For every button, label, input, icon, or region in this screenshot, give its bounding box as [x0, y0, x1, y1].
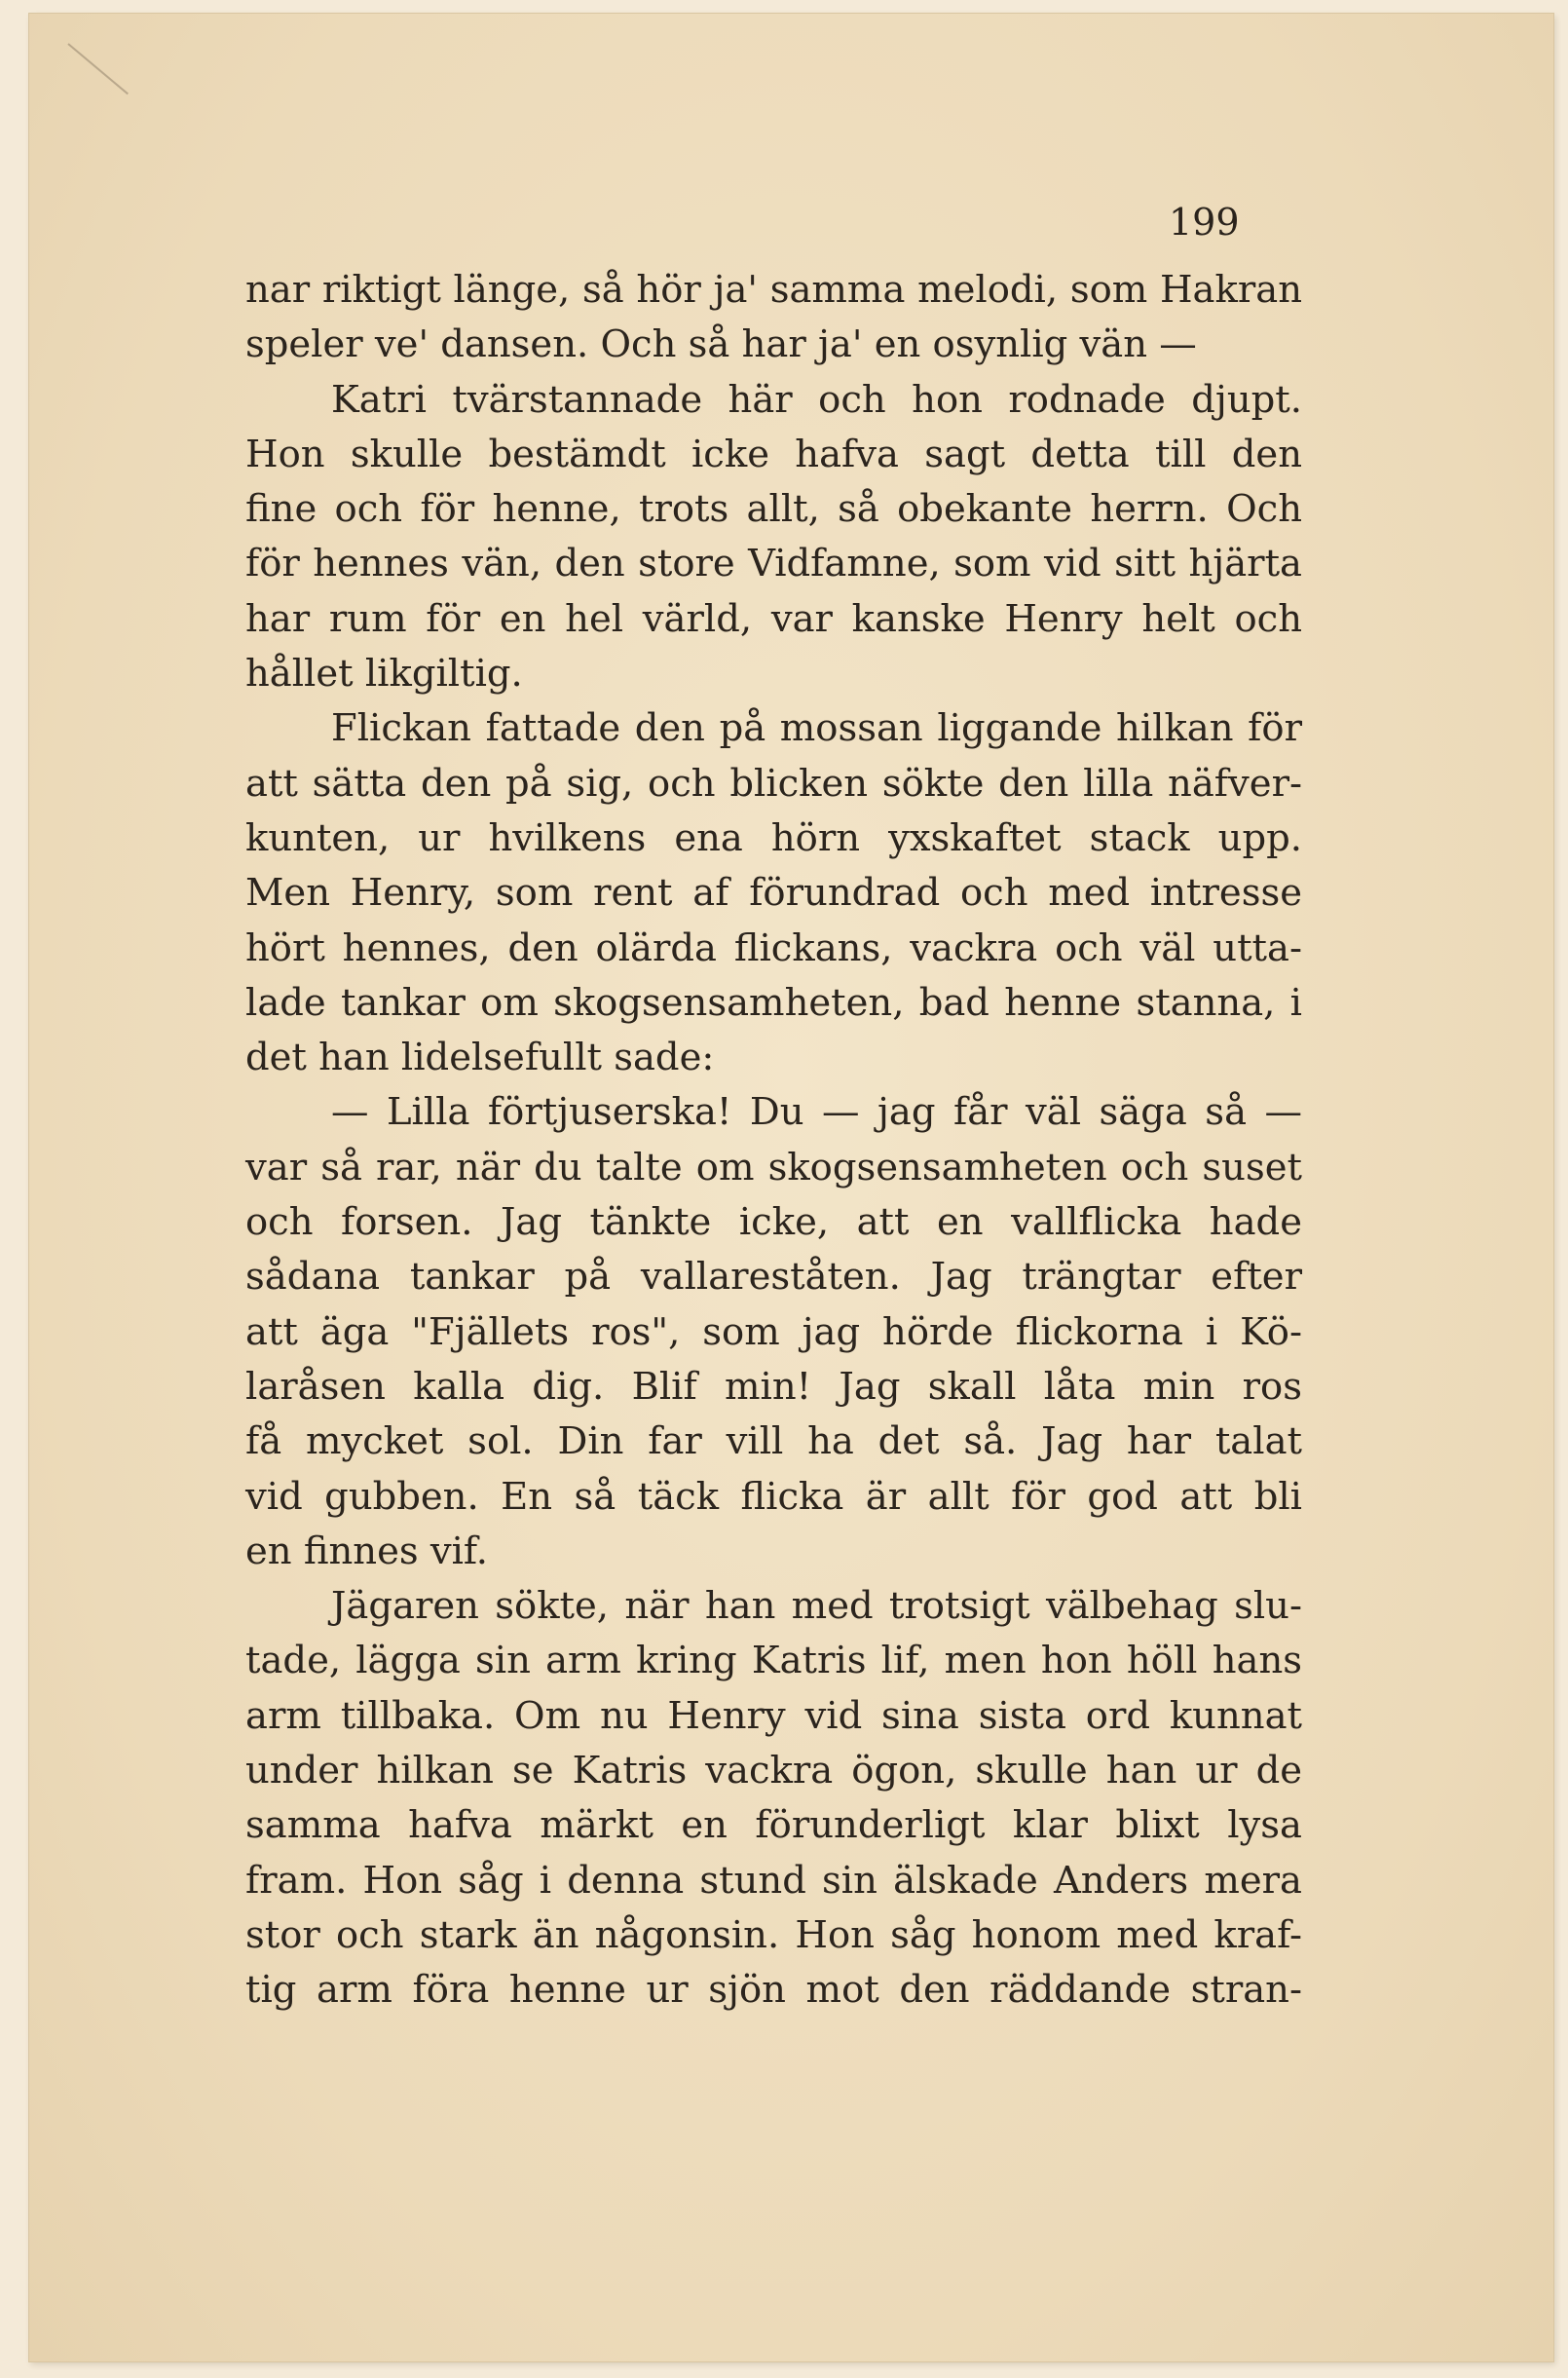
- text-line: arm tillbaka. Om nu Henry vid sina sista ord kunnat: [245, 1693, 1302, 1738]
- text-line: speler ve' dansen. Och så har ja' en osynlig vän —: [245, 322, 1197, 367]
- text-line: vid gubben. En så täck flicka är allt för god att bli: [245, 1474, 1302, 1519]
- text-line: att äga "Fjällets ros", som jag hörde flickorna i Kö-: [245, 1309, 1302, 1354]
- body-text: [245, 263, 1302, 2019]
- text-line: att sätta den på sig, och blicken sökte den lilla näfver-: [245, 761, 1302, 806]
- text-line: hört hennes, den olärda flickans, vackra och väl utta-: [245, 925, 1302, 970]
- text-line: sådana tankar på vallareståten. Jag trängtar efter: [245, 1255, 1302, 1300]
- text-line: hållet likgiltig.: [245, 652, 523, 697]
- text-line: Hon skulle bestämdt icke hafva sagt detta till den: [245, 432, 1302, 476]
- paper-scratch-mark: [67, 43, 129, 94]
- text-line: få mycket sol. Din far vill ha det så. Jag har talat: [245, 1419, 1302, 1464]
- text-line: lade tankar om skogsensamheten, bad henne stanna, i: [245, 980, 1302, 1025]
- text-line: för hennes vän, den store Vidfamne, som vid sitt hjärta: [245, 542, 1302, 586]
- text-line: stor och stark än någonsin. Hon såg honom med kraf-: [245, 1912, 1302, 1957]
- text-line: fram. Hon såg i denna stund sin älskade Anders mera: [245, 1858, 1302, 1903]
- text-line: och forsen. Jag tänkte icke, att en vallflicka hade: [245, 1200, 1302, 1245]
- text-line: nar riktigt länge, så hör ja' samma melodi, som Hakran: [245, 268, 1302, 312]
- text-line: har rum för en hel värld, var kanske Henry helt och: [245, 596, 1302, 641]
- text-line: fine och för henne, trots allt, så obekante herrn. Och: [245, 487, 1302, 532]
- text-line: en finnes vif.: [245, 1529, 489, 1573]
- text-line: under hilkan se Katris vackra ögon, skulle han ur de: [245, 1749, 1302, 1793]
- text-line: tade, lägga sin arm kring Katris lif, men hon höll hans: [245, 1639, 1302, 1683]
- text-line: laråsen kalla dig. Blif min! Jag skall låta min ros: [245, 1364, 1302, 1409]
- text-line: Flickan fattade den på mossan liggande hilkan för: [331, 706, 1302, 751]
- text-line: det han lidelsefullt sade:: [245, 1036, 715, 1080]
- text-line: Katri tvärstannade här och hon rodnade djupt.: [331, 377, 1302, 422]
- text-line: — Lilla förtjuserska! Du — jag får väl säga så —: [331, 1090, 1302, 1135]
- book-page: [29, 14, 1553, 2361]
- text-line: var så rar, när du talte om skogsensamheten och suset: [245, 1145, 1302, 1189]
- text-line: tig arm föra henne ur sjön mot den räddande stran-: [245, 1968, 1302, 2013]
- text-line: Men Henry, som rent af förundrad och med intresse: [245, 871, 1302, 916]
- text-line: kunten, ur hvilkens ena hörn yxskaftet stack upp.: [245, 815, 1302, 860]
- text-line: Jägaren sökte, när han med trotsigt välbehag slu-: [331, 1584, 1302, 1629]
- text-line: samma hafva märkt en förunderligt klar blixt lysa: [245, 1803, 1302, 1848]
- page-number: 199: [1169, 201, 1240, 244]
